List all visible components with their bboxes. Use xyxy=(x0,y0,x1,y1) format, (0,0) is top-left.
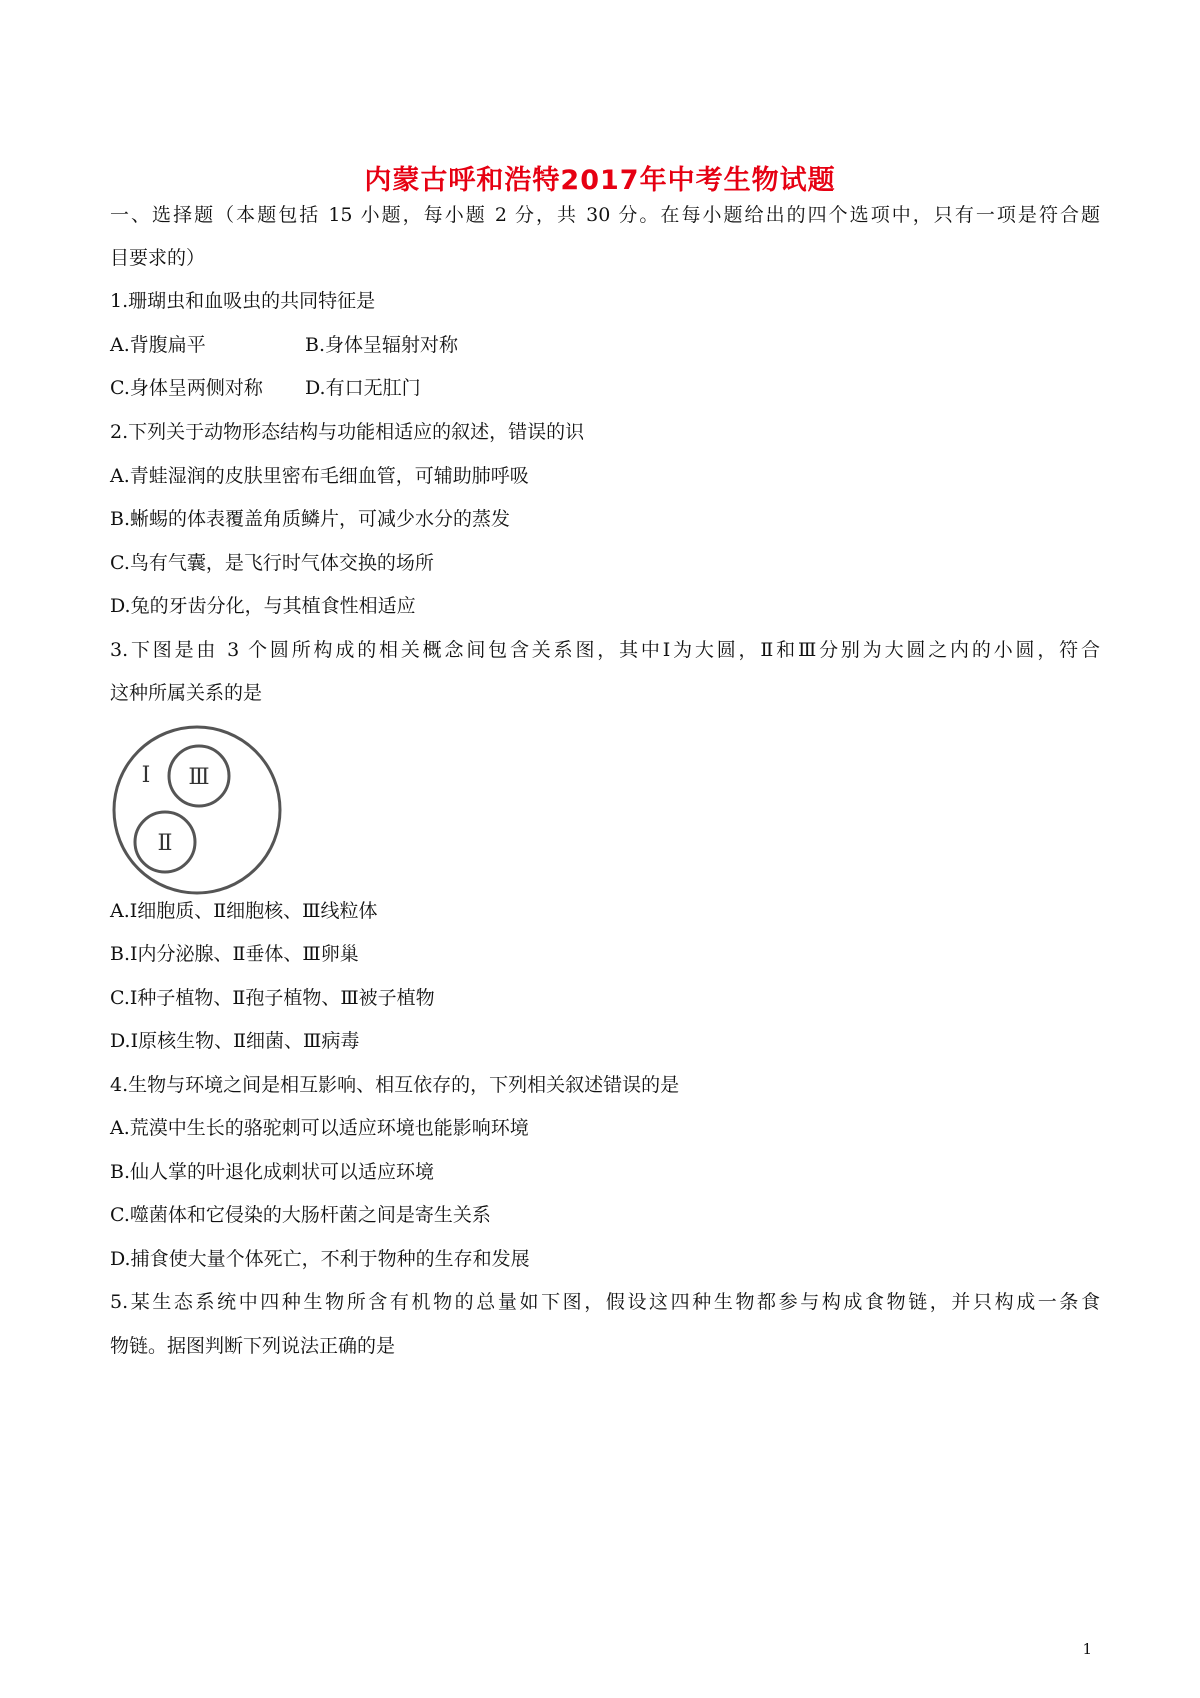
q1-option-a: A.背腹扁平 xyxy=(110,334,206,356)
q1-option-d: D.有口无肛门 xyxy=(305,377,421,399)
q2-option-a: A.青蛙湿润的皮肤里密布毛细血管，可辅助肺呼吸 xyxy=(110,465,529,487)
q2-option-d: D.兔的牙齿分化，与其植食性相适应 xyxy=(110,595,416,617)
q5-stem-line-2: 物链。据图判断下列说法正确的是 xyxy=(110,1335,396,1357)
q5-stem-line-1: 5.某生态系统中四种生物所含有机物的总量如下图，假设这四种生物都参与构成食物链，并只构成一条食 xyxy=(110,1291,1100,1313)
q3-option-a: A.Ⅰ细胞质、Ⅱ细胞核、Ⅲ线粒体 xyxy=(110,900,378,922)
q2-option-c: C.鸟有气囊，是飞行时气体交换的场所 xyxy=(110,552,434,574)
q3-stem-line-1: 3.下图是由 3 个圆所构成的相关概念间包含关系图，其中Ⅰ为大圆，Ⅱ和Ⅲ分别为大圆之内的小圆，符合 xyxy=(110,639,1100,661)
q4-option-b: B.仙人掌的叶退化成刺状可以适应环境 xyxy=(110,1161,435,1183)
q3-option-c: C.Ⅰ种子植物、Ⅱ孢子植物、Ⅲ被子植物 xyxy=(110,987,435,1009)
q2-option-b: B.蜥蜴的体表覆盖角质鳞片，可减少水分的蒸发 xyxy=(110,508,511,530)
q1-option-c: C.身体呈两侧对称 xyxy=(110,377,263,399)
label-iii: Ⅲ xyxy=(188,765,210,790)
label-ii: Ⅱ xyxy=(157,831,173,856)
q4-option-c: C.噬菌体和它侵染的大肠杆菌之间是寄生关系 xyxy=(110,1204,491,1226)
q2-stem: 2.下列关于动物形态结构与功能相适应的叙述，错误的识 xyxy=(110,421,585,443)
q1-stem: 1.珊瑚虫和血吸虫的共同特征是 xyxy=(110,290,376,312)
q4-option-d: D.捕食使大量个体死亡，不利于物种的生存和发展 xyxy=(110,1248,530,1270)
section-intro-line-2: 目要求的） xyxy=(110,247,206,269)
q4-stem: 4.生物与环境之间是相互影响、相互依存的，下列相关叙述错误的是 xyxy=(110,1074,680,1096)
q3-stem-line-2: 这种所属关系的是 xyxy=(110,682,263,704)
document-title: 内蒙古呼和浩特2017年中考生物试题 xyxy=(364,165,836,196)
q3-option-d: D.Ⅰ原核生物、Ⅱ细菌、Ⅲ病毒 xyxy=(110,1030,360,1052)
page-number: 1 xyxy=(1082,1640,1092,1658)
concept-circle-diagram xyxy=(110,722,286,898)
circle-i xyxy=(114,727,280,893)
q1-option-b: B.身体呈辐射对称 xyxy=(305,334,459,356)
label-i: Ⅰ xyxy=(141,763,151,788)
q4-option-a: A.荒漠中生长的骆驼刺可以适应环境也能影响环境 xyxy=(110,1117,529,1139)
q3-option-b: B.Ⅰ内分泌腺、Ⅱ垂体、Ⅲ卵巢 xyxy=(110,943,359,965)
section-intro-line-1: 一、选择题（本题包括 15 小题，每小题 2 分，共 30 分。在每小题给出的四个选项中，只有一项是符合题 xyxy=(110,204,1100,226)
